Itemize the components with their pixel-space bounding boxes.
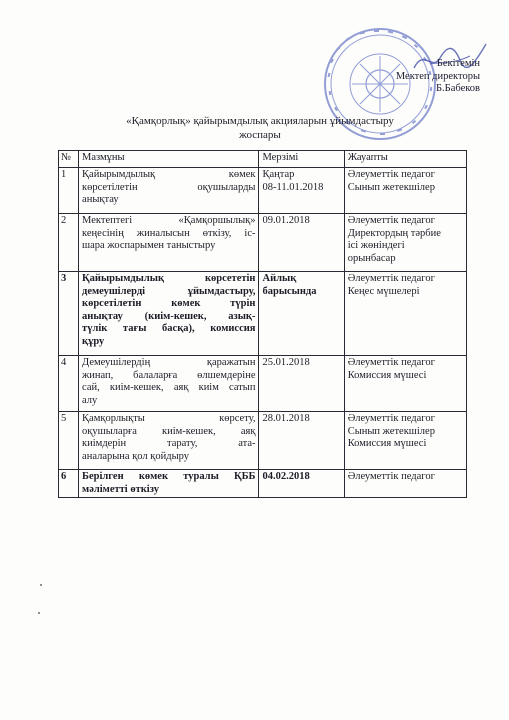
row-content-line: киімдерін тарату, ата- [82, 438, 256, 450]
row-content [79, 470, 259, 498]
row-content [79, 168, 259, 214]
row-number: 2 [59, 214, 79, 272]
row-date [259, 168, 344, 214]
document-title [60, 115, 460, 142]
table-row [59, 214, 467, 272]
row-responsible [344, 356, 466, 412]
row-date [259, 412, 344, 470]
row-number: 3 [59, 272, 79, 356]
scan-speck [40, 584, 42, 586]
approval-line-3: Б.Бабеков [436, 83, 480, 94]
row-content-line: жинап, балаларға өлшемдеріне [82, 369, 256, 381]
row-content-line: оқушыларға киім-кешек, аяқ [82, 425, 256, 437]
row-content-line: анықтау [82, 194, 119, 206]
row-date-line: 25.01.2018 [262, 357, 310, 368]
row-date-line: 28.01.2018 [262, 413, 310, 424]
row-content-line: демеушілерді ұйымдастыру, [82, 285, 256, 297]
row-content-line: Мектептегі «Қамқоршылық» [82, 215, 256, 226]
row-content-line: алу [82, 394, 98, 406]
row-content-line: түлік тағы басқа), комиссия [82, 323, 256, 335]
row-content [79, 412, 259, 470]
row-responsible [344, 214, 466, 272]
title-line-1: «Қамқорлық» қайырымдылық акцияларын ұйымдастыру [126, 115, 394, 127]
row-content-line: Қайырымдылық көмек [82, 169, 256, 180]
row-date [259, 470, 344, 498]
row-content-line: анықтау (киім-кешек, азық- [82, 310, 256, 322]
row-responsible-line: Сынып жетекшілер [347, 425, 435, 437]
row-responsible-line: орынбасар [347, 252, 396, 264]
approval-line-1: Бекітемін [436, 58, 480, 69]
row-number: 1 [59, 168, 79, 214]
scan-speck [38, 612, 40, 614]
row-responsible-line: Сынып жетекшілер [347, 181, 435, 193]
row-responsible [344, 412, 466, 470]
row-content-line: сай, киім-кешек, аяқ киім сатып [82, 382, 256, 394]
row-responsible-line: Комиссия мүшесі [347, 369, 427, 381]
row-date [259, 214, 344, 272]
row-date-line: 08-11.01.2018 [262, 181, 324, 193]
row-responsible-line: Әлеуметтік педагог [347, 471, 435, 482]
row-date-line: Қаңтар [262, 169, 295, 180]
row-responsible [344, 470, 466, 498]
row-date [259, 272, 344, 356]
row-content-line: кеңесінің жиналысын өткізу, іс- [82, 227, 256, 239]
header-responsible: Жауапты [344, 151, 466, 168]
row-responsible-line: Әлеуметтік педагог [347, 169, 435, 180]
table-row [59, 412, 467, 470]
row-content-line: Қамқорлықты көрсету, [82, 413, 256, 424]
row-date-line: барысында [262, 285, 317, 297]
approval-block [360, 58, 480, 96]
table-header-row [59, 151, 467, 168]
table-row [59, 168, 467, 214]
header-date: Мерзімі [259, 151, 344, 168]
title-line-2: жоспары [239, 128, 281, 141]
row-date [259, 356, 344, 412]
row-content [79, 214, 259, 272]
row-content-line: Берілген көмек туралы ҚББ [82, 471, 256, 482]
header-content: Мазмұны [79, 151, 259, 168]
row-content [79, 356, 259, 412]
row-content-line: шара жоспарымен таныстыру [82, 240, 216, 252]
row-responsible-line: Директордың тәрбие [347, 227, 441, 239]
row-date-line: 09.01.2018 [262, 215, 310, 226]
row-number: 4 [59, 356, 79, 412]
row-content-line: көрсетілетін көмек түрін [82, 298, 256, 310]
table-body [59, 168, 467, 498]
row-responsible-line: Әлеуметтік педагог [347, 273, 435, 284]
row-content-line: аналарына қол қойдыру [82, 450, 189, 462]
row-content-line: көрсетілетін оқушыларды [82, 181, 256, 193]
row-responsible-line: Әлеуметтік педагог [347, 357, 435, 368]
row-content-line: Қайырымдылық көрсететін [82, 273, 256, 284]
row-responsible-line: Кеңес мүшелері [347, 285, 420, 297]
row-date-line: Айлық [262, 273, 297, 284]
header-no: № [59, 151, 79, 168]
row-responsible-line: Әлеуметтік педагог [347, 413, 435, 424]
row-content-line: құру [82, 335, 105, 347]
table-row [59, 356, 467, 412]
row-content-line: мәліметті өткізу [82, 483, 159, 495]
row-number: 5 [59, 412, 79, 470]
approval-line-2: Мектеп директоры [395, 70, 480, 82]
row-date-line: 04.02.2018 [262, 471, 310, 482]
row-number: 6 [59, 470, 79, 498]
row-responsible-line: Әлеуметтік педагог [347, 215, 435, 226]
table-row [59, 272, 467, 356]
row-responsible [344, 272, 466, 356]
plan-table [58, 150, 467, 498]
row-content [79, 272, 259, 356]
table-row [59, 470, 467, 498]
row-responsible-line: ісі жөніндегі [347, 240, 405, 252]
row-responsible [344, 168, 466, 214]
row-responsible-line: Комиссия мүшесі [347, 438, 427, 450]
row-content-line: Демеушілердің қаражатын [82, 357, 256, 368]
